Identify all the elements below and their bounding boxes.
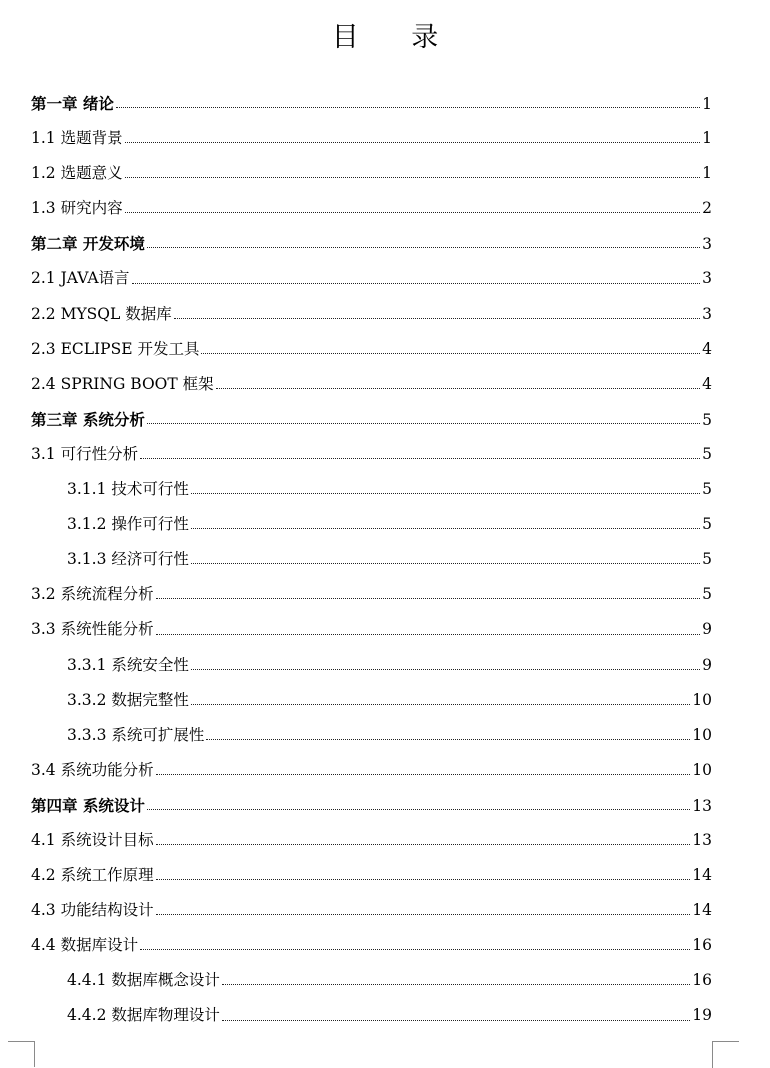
toc-dot-leader xyxy=(132,282,701,284)
toc-dot-leader xyxy=(140,948,690,950)
toc-page-number: 2 xyxy=(702,199,712,218)
toc-page-number: 13 xyxy=(692,796,712,815)
toc-page-number: 9 xyxy=(702,620,712,639)
toc-page-number: 9 xyxy=(702,655,712,674)
toc-page-number: 10 xyxy=(692,690,712,709)
toc-entry-label: 第一章 绪论 xyxy=(31,94,114,113)
toc-page-number: 1 xyxy=(702,95,712,113)
toc-entry[interactable] xyxy=(31,998,712,1033)
toc-dot-leader xyxy=(147,808,690,810)
toc-entry[interactable] xyxy=(31,612,712,647)
toc-entry[interactable] xyxy=(31,788,712,823)
toc-entry-label: 第二章 开发环境 xyxy=(31,234,145,254)
toc-dot-leader xyxy=(147,246,700,248)
toc-page-number: 4 xyxy=(702,339,712,358)
bottom-left-margin-mark xyxy=(8,1041,35,1067)
toc-dot-leader xyxy=(125,176,701,178)
toc-entry[interactable] xyxy=(31,437,712,472)
toc-entry-label: 3.4 系统功能分析 xyxy=(31,760,154,779)
toc-entry-label: 3.1 可行性分析 xyxy=(31,444,139,463)
toc-dot-leader xyxy=(125,141,701,143)
toc-entry-label: 4.4 数据库设计 xyxy=(31,936,139,955)
toc-page-number: 5 xyxy=(702,480,712,499)
toc-entry-label: 3.3.1 系统安全性 xyxy=(67,655,189,674)
toc-entry[interactable] xyxy=(31,156,712,191)
toc-dot-leader xyxy=(156,597,701,599)
toc-entry-label: 4.4.1 数据库概念设计 xyxy=(67,971,220,990)
toc-entry[interactable] xyxy=(31,928,712,963)
bottom-left-margin-mark-h xyxy=(8,1041,34,1042)
toc-entry[interactable] xyxy=(31,367,712,402)
toc-dot-leader xyxy=(201,352,700,354)
toc-page-number: 5 xyxy=(702,585,712,604)
toc-dot-leader xyxy=(125,211,701,213)
toc-entry-label: 第四章 系统设计 xyxy=(31,795,145,815)
toc-entry[interactable] xyxy=(31,261,712,296)
toc-page-number: 5 xyxy=(702,515,712,534)
toc-entry[interactable] xyxy=(31,507,712,542)
toc-page-number: 16 xyxy=(692,971,712,990)
toc-dot-leader xyxy=(222,1019,690,1021)
toc-entry-label: 2.4 SPRING BOOT 框架 xyxy=(31,374,214,393)
toc-entry-label: 3.3 系统性能分析 xyxy=(31,620,154,639)
toc-entry[interactable] xyxy=(31,718,712,753)
toc-entry[interactable] xyxy=(31,648,712,683)
toc-page-number: 13 xyxy=(692,830,712,849)
toc-dot-leader xyxy=(116,106,700,108)
table-of-contents xyxy=(31,86,712,1034)
toc-dot-leader xyxy=(156,633,701,635)
toc-entry[interactable] xyxy=(31,542,712,577)
toc-entry-label: 3.1.3 经济可行性 xyxy=(67,550,189,569)
toc-page-number: 19 xyxy=(692,1006,712,1025)
toc-entry[interactable] xyxy=(31,823,712,858)
toc-entry[interactable] xyxy=(31,402,712,437)
toc-page-number: 4 xyxy=(702,374,712,393)
toc-entry-label: 3.1.2 操作可行性 xyxy=(67,515,189,534)
toc-page-number: 14 xyxy=(692,901,712,920)
toc-page-number: 5 xyxy=(702,444,712,463)
toc-entry-label: 4.2 系统工作原理 xyxy=(31,866,154,885)
toc-dot-leader xyxy=(191,562,700,564)
toc-entry[interactable] xyxy=(31,858,712,893)
bottom-right-margin-mark xyxy=(712,1041,739,1068)
toc-entry[interactable] xyxy=(31,753,712,788)
toc-entry-label: 3.2 系统流程分析 xyxy=(31,585,154,604)
toc-entry[interactable] xyxy=(31,86,712,121)
toc-page-number: 3 xyxy=(702,235,712,254)
toc-entry[interactable] xyxy=(31,332,712,367)
toc-entry-label: 3.3.2 数据完整性 xyxy=(67,690,189,709)
toc-page-number: 3 xyxy=(702,304,712,323)
toc-dot-leader xyxy=(147,422,700,424)
toc-entry[interactable] xyxy=(31,121,712,156)
toc-dot-leader xyxy=(191,527,700,529)
toc-entry[interactable] xyxy=(31,297,712,332)
toc-page-number: 10 xyxy=(692,725,712,744)
toc-entry[interactable] xyxy=(31,577,712,612)
toc-dot-leader xyxy=(174,317,700,319)
page-title: 目 录 xyxy=(331,22,461,53)
toc-entry-label: 3.1.1 技术可行性 xyxy=(67,480,189,499)
toc-entry-label: 1.2 选题意义 xyxy=(31,164,123,183)
toc-entry[interactable] xyxy=(31,472,712,507)
toc-entry-label: 4.4.2 数据库物理设计 xyxy=(67,1006,220,1025)
toc-dot-leader xyxy=(140,457,700,459)
toc-dot-leader xyxy=(191,703,690,705)
toc-dot-leader xyxy=(156,913,691,915)
toc-entry-label: 4.1 系统设计目标 xyxy=(31,830,154,849)
toc-page-number: 3 xyxy=(702,269,712,288)
toc-page-number: 5 xyxy=(702,550,712,569)
toc-entry[interactable] xyxy=(31,683,712,718)
toc-dot-leader xyxy=(156,843,691,845)
toc-entry-label: 2.1 JAVA语言 xyxy=(31,269,130,288)
toc-page-number: 1 xyxy=(702,164,712,183)
toc-dot-leader xyxy=(156,878,691,880)
toc-entry-label: 第三章 系统分析 xyxy=(31,409,145,429)
toc-entry[interactable] xyxy=(31,191,712,226)
toc-page-number: 16 xyxy=(692,936,712,955)
toc-entry-label: 4.3 功能结构设计 xyxy=(31,901,154,920)
toc-entry-label: 3.3.3 系统可扩展性 xyxy=(67,725,205,744)
toc-dot-leader xyxy=(206,738,690,740)
toc-page-number: 5 xyxy=(702,410,712,429)
toc-dot-leader xyxy=(222,983,690,985)
toc-entry[interactable] xyxy=(31,963,712,998)
toc-dot-leader xyxy=(156,773,691,775)
toc-entry[interactable] xyxy=(31,226,712,261)
toc-page-number: 10 xyxy=(692,760,712,779)
toc-dot-leader xyxy=(191,492,700,494)
toc-dot-leader xyxy=(191,668,700,670)
toc-page-number: 14 xyxy=(692,866,712,885)
toc-entry[interactable] xyxy=(31,893,712,928)
toc-dot-leader xyxy=(216,387,700,389)
toc-page-number: 1 xyxy=(702,129,712,148)
toc-entry-label: 2.2 MYSQL 数据库 xyxy=(31,304,172,323)
toc-entry-label: 1.1 选题背景 xyxy=(31,129,123,148)
toc-entry-label: 2.3 ECLIPSE 开发工具 xyxy=(31,339,200,358)
toc-entry-label: 1.3 研究内容 xyxy=(31,199,123,218)
